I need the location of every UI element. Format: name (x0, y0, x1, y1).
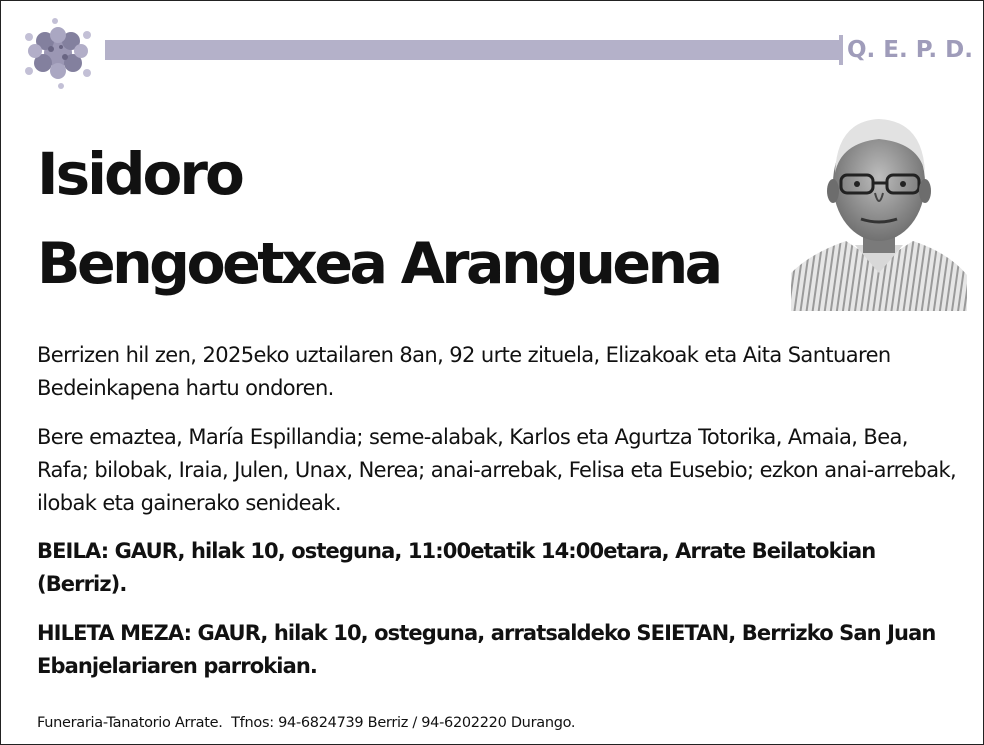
wake-paragraph: BEILA: GAUR, hilak 10, osteguna, 11:00etatik 14:00etara, Arrate Beilatokian (Berriz). (37, 539, 876, 596)
portrait-photo (791, 113, 967, 311)
family-paragraph: Bere emaztea, María Espillandia; seme-alabak, Karlos eta Agurtza Totorika, Amaia, Bea, Rafa; bilobak, Iraia, Julen, Unax, Nerea; anai-arrebak, Felisa eta Eusebio; ezkon anai-arrebak, ilobak eta gainerako senideak. (37, 425, 957, 515)
death-paragraph: Berrizen hil zen, 2025eko uztailaren 8an, 92 urte zituela, Elizakoak eta Aita Santuaren Bedeinkapena hartu ondoren. (37, 343, 891, 400)
qepd-label: Q. E. P. D. (839, 35, 979, 65)
first-name: Isidoro (37, 140, 242, 208)
flower-icon (15, 13, 101, 93)
footer-contact: Funeraria-Tanatorio Arrate. Tfnos: 94-6824739 Berriz / 94-6202220 Durango. (37, 715, 576, 731)
header-bar (105, 40, 839, 60)
surnames: Bengoetxea Aranguena (37, 231, 720, 297)
deceased-name (37, 129, 777, 309)
funeral-paragraph: HILETA MEZA: GAUR, hilak 10, osteguna, arratsaldeko SEIETAN, Berrizko San Juan Ebanjelariaren parrokian. (37, 621, 936, 678)
